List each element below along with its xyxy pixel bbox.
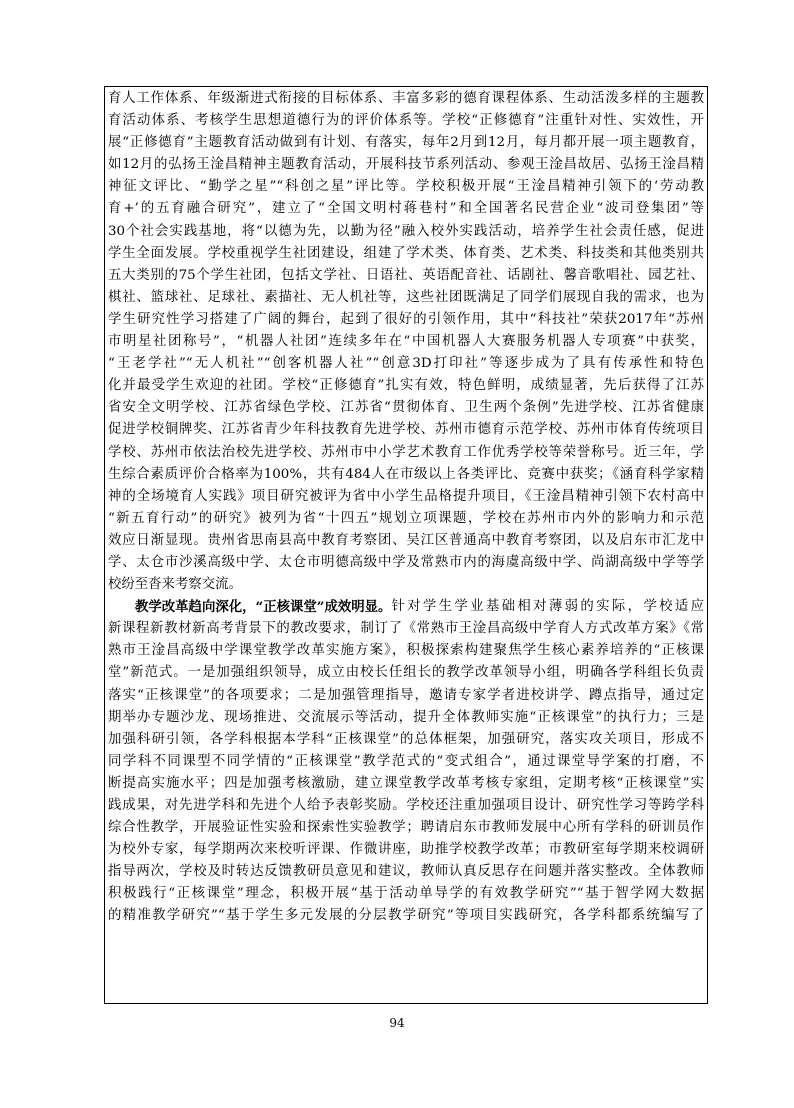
text-line: 指导两次，学校及时转达反馈教研员意见和建议，教师认真反思存在问题并落实整改。全体教师 <box>108 864 704 880</box>
section-heading-line <box>108 596 704 618</box>
text-line: 促进学校铜牌奖、江苏省青少年科技教育先进学校、苏州市德育示范学校、苏州市体育传统项目 <box>108 422 704 438</box>
text-line: 五大类别的75个学生社团，包括文学社、日语社、英语配音社、话剧社、馨音歌唱社、园艺社、 <box>108 267 704 283</box>
text-line: 熟市王淦昌高级中学课堂教学改革实施方案》，积极探索构建聚焦学生核心素养培养的“正核课 <box>108 643 704 659</box>
text-line: 育+’的五育融合研究”，建立了“全国文明村蒋巷村”和全国著名民营企业“波司登集团”等 <box>108 201 704 217</box>
text-line: 神的全场境育人实践》项目研究被评为省中小学生品格提升项目，《王淦昌精神引领下农村高中 <box>108 488 704 504</box>
text-line: 积极践行“正核课堂”理念，积极开展“基于活动单导学的有效教学研究”“基于智学网大数据 <box>108 886 704 902</box>
text-line: 30个社会实践基地，将“以德为先，以勤为径”融入校外实践活动，培养学生社会责任感，促进 <box>108 223 704 239</box>
text-line: 展“正修德育”主题教育活动做到有计划、有落实，每年2月到12月，每月都开展一项主题教育， <box>108 135 704 151</box>
content-frame <box>104 86 708 1004</box>
text-line: 棋社、篮球社、足球社、素描社、无人机社等，这些社团既满足了同学们展现自我的需求，也为 <box>108 289 704 305</box>
text-line: 同学科不同课型不同学情的“正核课堂”教学范式的“变式组合”，通过课堂导学案的打磨，不 <box>108 753 704 769</box>
text-line: 综合性教学，开展验证性实验和探索性实验教学；聘请启东市教师发展中心所有学科的研训员作 <box>108 820 704 836</box>
text-line: 育人工作体系、年级渐进式衔接的目标体系、丰富多彩的德育课程体系、生动活泼多样的主题教 <box>108 91 704 106</box>
text-line: 效应日渐显现。贵州省思南县高中教育考察团、吴江区普通高中教育考察团，以及启东市汇龙中 <box>108 532 704 548</box>
text-line: 落实“正核课堂”的各项要求；二是加强管理指导，邀请专家学者进校讲学、蹲点指导，通过定 <box>108 687 704 703</box>
text-line: 生综合素质评价合格率为100%，共有484人在市级以上各类评比、竞赛中获奖；《涵育科学家精 <box>108 466 704 482</box>
page-number: 94 <box>389 1016 405 1030</box>
text-segment: 针对学生学业基础相对薄弱的实际，学校适应 <box>391 599 704 615</box>
text-line: 加强科研引领，各学科根据本学科“正核课堂”的总体框架，加强研究，落实攻关项目，形成不 <box>108 731 704 747</box>
text-line: 新课程新教材新高考背景下的教改要求，制订了《常熟市王淦昌高级中学育人方式改革方案》《常 <box>108 621 704 637</box>
text-line: 践成果，对先进学科和先进个人给予表彰奖励。学校还注重加强项目设计、研究性学习等跨学科 <box>108 798 704 813</box>
text-line: 学校、苏州市依法治校先进学校、苏州市中小学艺术教育工作优秀学校等荣誉称号。近三年，学 <box>108 444 704 460</box>
text-line: 断提高实施水平；四是加强考核激励，建立课堂教学改革考核专家组，定期考核“正核课堂”实 <box>108 775 704 791</box>
text-line: 堂”新范式。一是加强组织领导，成立由校长任组长的教学改革领导小组，明确各学科组长负责 <box>108 665 704 681</box>
text-line: “新五育行动”的研究》被列为省“十四五”规划立项课题，学校在苏州市内外的影响力和示范 <box>108 510 704 526</box>
text-line: 学生全面发展。学校重视学生社团建设，组建了学术类、体育类、艺术类、科技类和其他类别共 <box>108 245 704 261</box>
section-heading: 教学改革趋向深化，“正核课堂”成效明显。 <box>135 599 392 616</box>
text-line: “王老学社”“无人机社”“创客机器人社”“创意3D打印社”等逐步成为了具有传承性和特色 <box>108 356 704 372</box>
text-line: 市明星社团称号”，“机器人社团”连续多年在“中国机器人大赛服务机器人专项赛”中获奖， <box>108 334 704 350</box>
text-line: 的精准教学研究”“基于学生多元发展的分层教学研究”等项目实践研究，各学科都系统编写了 <box>108 908 704 924</box>
text-line: 育活动体系、考核学生思想道德行为的评价体系等。学校“正修德育”注重针对性、实效性，开 <box>108 113 704 129</box>
text-line: 化并最受学生欢迎的社团。学校“正修德育”扎实有效，特色鲜明，成绩显著，先后获得了江苏 <box>108 378 704 394</box>
text-line: 期举办专题沙龙、现场推进、交流展示等活动，提升全体教师实施“正核课堂”的执行力；三是 <box>108 709 704 725</box>
text-line: 神征文评比、“勤学之星”“科创之星”评比等。学校积极开展“王淦昌精神引领下的‘劳动教 <box>108 179 704 195</box>
text-line: 学、太仓市沙溪高级中学、太仓市明德高级中学及常熟市内的海虞高级中学、尚湖高级中学等学 <box>108 554 704 570</box>
body-text <box>108 88 704 928</box>
text-line: 如12月的弘扬王淦昌精神主题教育活动，开展科技节系列活动、参观王淦昌故居、弘扬王淦昌精 <box>108 157 704 173</box>
text-line: 为校外专家，每学期两次来校听评课、作微讲座，助推学校教学改革；市教研室每学期来校调研 <box>108 842 704 858</box>
text-line: 校纷至沓来考察交流。 <box>108 577 242 593</box>
text-line: 学生研究性学习搭建了广阔的舞台，起到了很好的引领作用，其中“科技社”荣获2017年“苏州 <box>108 311 704 327</box>
text-line: 省安全文明学校、江苏省绿色学校、江苏省“贯彻体育、卫生两个条例”先进学校、江苏省健康 <box>108 400 704 416</box>
